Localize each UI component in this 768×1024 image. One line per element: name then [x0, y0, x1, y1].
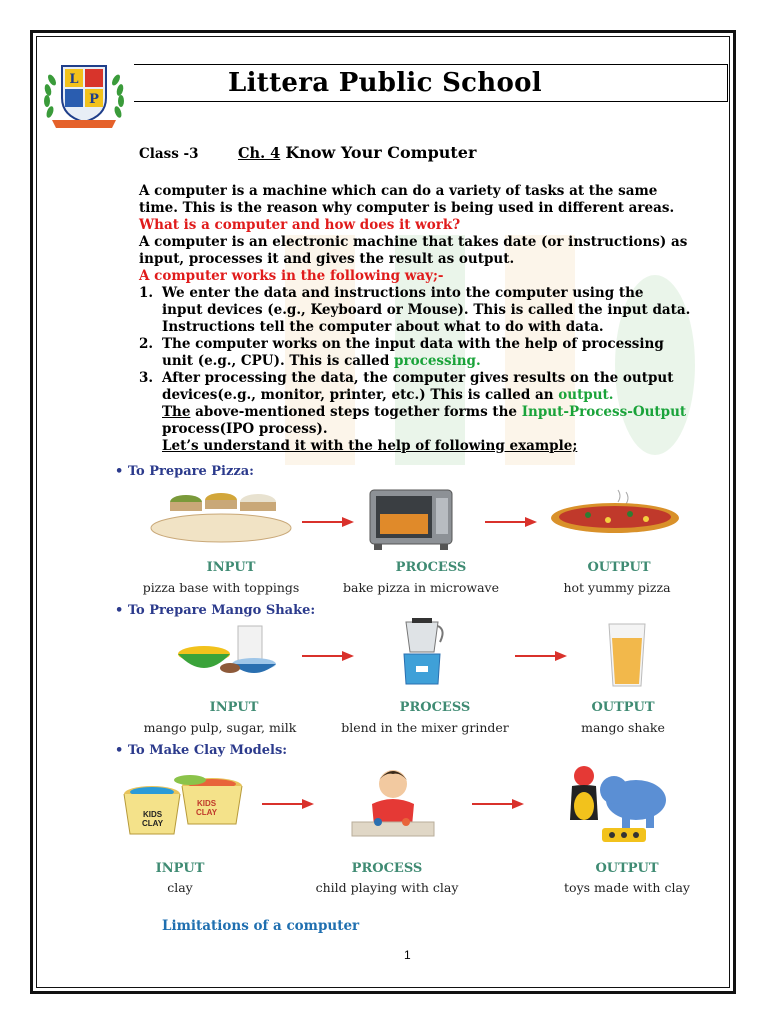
- step-1-line-2: input devices (e.g., Keyboard or Mouse). This is called the input data.: [162, 302, 691, 318]
- kids-clay-box-label-2: [196, 799, 217, 817]
- example-heading-pizza: • To Prepare Pizza:: [115, 464, 254, 479]
- step-1-line-3: Instructions tell the computer about what to do with data.: [162, 319, 604, 335]
- works-heading: A computer works in the following way;-: [139, 268, 444, 284]
- clay-output-desc: toys made with clay: [564, 880, 690, 895]
- school-name: Littera Public School: [228, 68, 542, 98]
- chapter-heading: [238, 143, 476, 162]
- processing-highlight: processing.: [394, 353, 481, 369]
- logo-letter-p: P: [89, 92, 99, 107]
- pizza-input-label: INPUT: [206, 560, 256, 575]
- clay-input-label: INPUT: [155, 861, 205, 876]
- clay-box-text-kids: KIDS: [196, 799, 217, 808]
- kids-clay-illustration: [120, 768, 250, 840]
- arrow-icon: [472, 798, 524, 810]
- step-3-line-3-text: above-mentioned steps together forms the: [190, 404, 522, 420]
- chapter-prefix: Ch. 4: [238, 145, 281, 162]
- mango-process-desc: blend in the mixer grinder: [341, 720, 509, 735]
- example-heading-clay-models: • To Make Clay Models:: [115, 743, 288, 758]
- step-3-line-1: After processing the data, the computer gives results on the output: [162, 370, 674, 386]
- step-3-number: 3.: [139, 370, 154, 386]
- mango-process-label: PROCESS: [399, 700, 471, 715]
- step-3-line-2: [162, 387, 686, 404]
- clay-process-desc: child playing with clay: [315, 880, 459, 895]
- step-2-line-2-text: unit (e.g., CPU). This is called: [162, 353, 395, 369]
- kids-clay-box-label-1: [142, 810, 163, 828]
- answer-line-2: input, processes it and gives the result as output.: [139, 251, 515, 267]
- pizza-illustration: [548, 488, 682, 536]
- pizza-process-desc: bake pizza in microwave: [343, 580, 499, 595]
- limitations-heading: Limitations of a computer: [162, 918, 360, 934]
- school-logo: [38, 60, 130, 132]
- step-3-the: The: [162, 404, 191, 420]
- step-3-line-5: Let’s understand it with the help of following example;: [162, 438, 578, 454]
- pizza-process-label: PROCESS: [395, 560, 467, 575]
- clay-output-label: OUTPUT: [595, 861, 659, 876]
- arrow-icon: [515, 650, 567, 662]
- pizza-output-label: OUTPUT: [587, 560, 651, 575]
- intro-line-1: A computer is a machine which can do a variety of tasks at the same: [139, 183, 658, 199]
- child-playing-clay-illustration: [350, 764, 436, 842]
- ipo-highlight: Input-Process-Output: [521, 404, 687, 420]
- example-heading-mango-shake: • To Prepare Mango Shake:: [115, 603, 316, 618]
- question-heading: What is a computer and how does it work?: [139, 217, 461, 233]
- mango-shake-glass-illustration: [605, 622, 649, 688]
- arrow-icon: [262, 798, 314, 810]
- clay-box-text-clay: CLAY: [196, 808, 218, 817]
- pizza-output-desc: hot yummy pizza: [563, 580, 671, 595]
- page-number: 1: [404, 948, 411, 962]
- pizza-input-desc: pizza base with toppings: [142, 580, 300, 595]
- arrow-icon: [302, 650, 354, 662]
- clay-toys-illustration: [566, 762, 672, 848]
- pizza-base-illustration: [146, 484, 296, 546]
- step-3-line-2-text: devices(e.g., monitor, printer, etc.) This is called an: [162, 387, 559, 403]
- step-2-line-2: [162, 353, 664, 370]
- mixer-grinder-illustration: [398, 618, 448, 688]
- clay-process-label: PROCESS: [351, 861, 423, 876]
- step-2-number: 2.: [139, 336, 154, 352]
- mango-input-desc: mango pulp, sugar, milk: [143, 720, 297, 735]
- arrow-icon: [302, 516, 354, 528]
- class-label: Class -3: [139, 146, 199, 162]
- logo-letter-l: L: [69, 72, 79, 87]
- intro-line-2: time. This is the reason why computer is being used in different areas.: [139, 200, 675, 216]
- answer-line-1: A computer is an electronic machine that takes date (or instructions) as: [139, 234, 688, 250]
- mango-pulp-illustration: [176, 622, 280, 678]
- chapter-title: Know Your Computer: [285, 143, 477, 162]
- microwave-illustration: [368, 486, 454, 552]
- mango-output-label: OUTPUT: [591, 700, 655, 715]
- mango-output-desc: mango shake: [581, 720, 665, 735]
- step-1-line-1: We enter the data and instructions into the computer using the: [162, 285, 644, 301]
- step-1-number: 1.: [139, 285, 154, 301]
- mango-input-label: INPUT: [209, 700, 259, 715]
- clay-box-text-clay: CLAY: [142, 819, 164, 828]
- step-2-line-1: The computer works on the input data with the help of processing: [162, 336, 664, 352]
- arrow-icon: [485, 516, 537, 528]
- step-3-line-3: [162, 404, 686, 421]
- step-3-line-4: process(IPO process).: [162, 421, 328, 437]
- clay-input-desc: clay: [167, 880, 193, 895]
- clay-box-text-kids: KIDS: [142, 810, 163, 819]
- output-highlight: output.: [558, 387, 614, 403]
